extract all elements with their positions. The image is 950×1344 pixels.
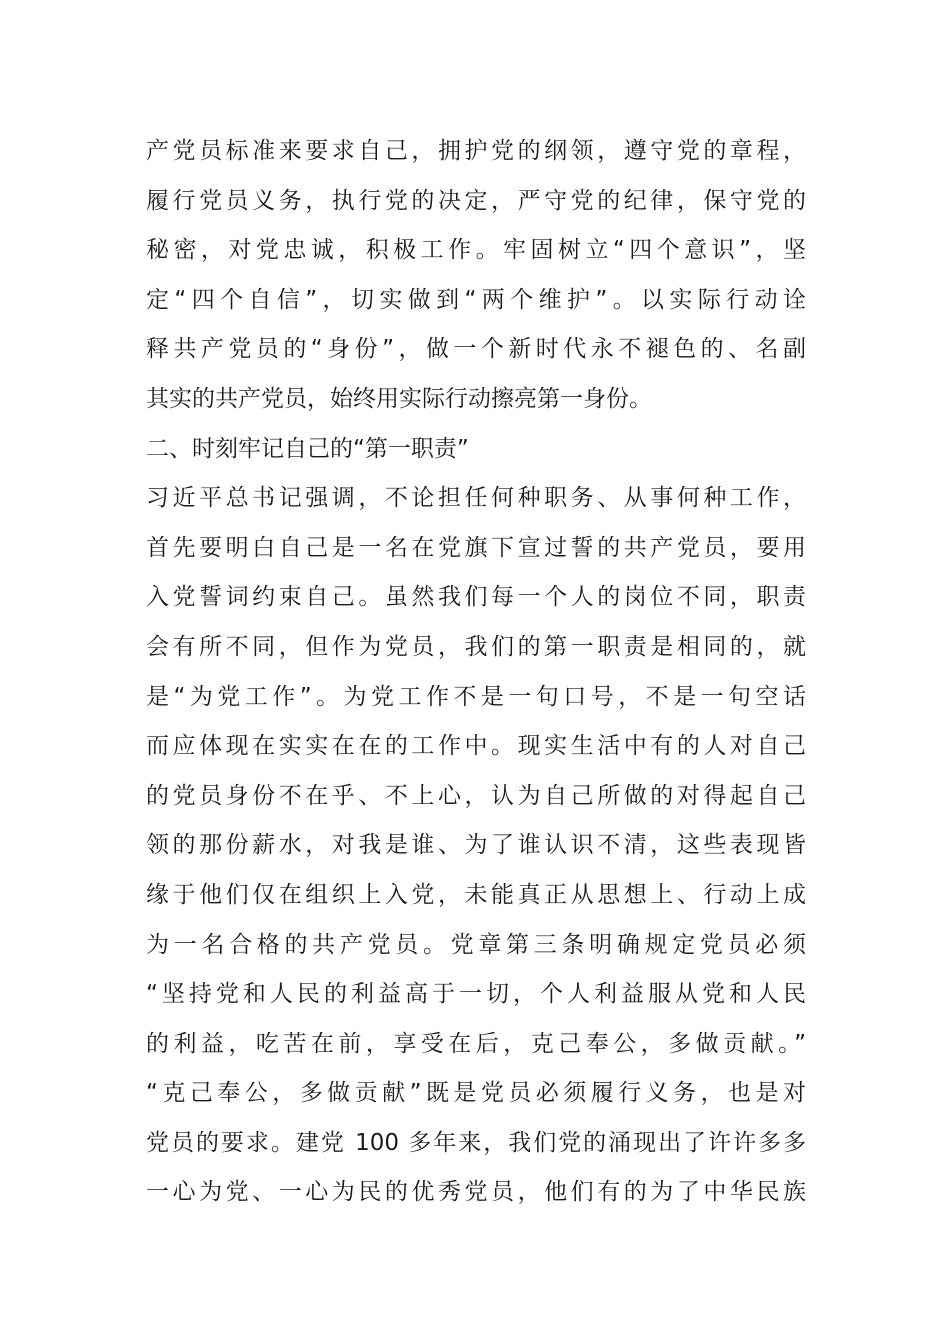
text-line: 是“为党工作”。为党工作不是一句口号，不是一句空话: [146, 683, 806, 710]
text-line: 一心为党、一心为民的优秀党员，他们有的为了中华民族: [146, 1179, 806, 1206]
text-line: 定“四个自信”，切实做到“两个维护”。以实际行动诠: [146, 286, 806, 313]
text-line: 释共产党员的“身份”，做一个新时代永不褪色的、名副: [146, 336, 806, 363]
text-line: 会有所不同，但作为党员，我们的第一职责是相同的，就: [146, 633, 806, 660]
text-line: “坚持党和人民的利益高于一切，个人利益服从党和人民: [146, 981, 806, 1008]
text-line: 为一名合格的共产党员。党章第三条明确规定党员必须: [146, 931, 806, 958]
text-line: 产党员标准来要求自己，拥护党的纲领，遵守党的章程，: [146, 138, 806, 164]
section-heading: 二、时刻牢记自己的“第一职责”: [146, 435, 469, 462]
document-body: [146, 127, 806, 1218]
text-line: 首先要明白自己是一名在党旗下宣过誓的共产党员，要用: [146, 534, 806, 561]
text-line: 的利益，吃苦在前，享受在后，克己奉公，多做贡献。”: [146, 1030, 806, 1057]
text-line: 习近平总书记强调，不论担任何种职务、从事何种工作，: [146, 485, 806, 512]
text-line: 的党员身份不在乎、不上心，认为自己所做的对得起自己: [146, 782, 806, 809]
text-line: 秘密，对党忠诚，积极工作。牢固树立“四个意识”，坚: [146, 237, 806, 264]
text-line: 党员的要求。建党 100 多年来，我们党的涌现出了许许多多: [146, 1129, 806, 1156]
text-line: 缘于他们仅在组织上入党，未能真正从思想上、行动上成: [146, 881, 806, 908]
text-line: “克己奉公，多做贡献”既是党员必须履行义务，也是对: [146, 1080, 806, 1107]
text-line: 领的那份薪水，对我是谁、为了谁认识不清，这些表现皆: [146, 832, 806, 859]
text-line: 其实的共产党员，始终用实际行动擦亮第一身份。: [146, 385, 652, 412]
text-line: 入党誓词约束自己。虽然我们每一个人的岗位不同，职责: [146, 584, 806, 611]
text-line: 履行党员义务，执行党的决定，严守党的纪律，保守党的: [146, 187, 806, 214]
text-line: 而应体现在实实在在的工作中。现实生活中有的人对自己: [146, 733, 806, 760]
